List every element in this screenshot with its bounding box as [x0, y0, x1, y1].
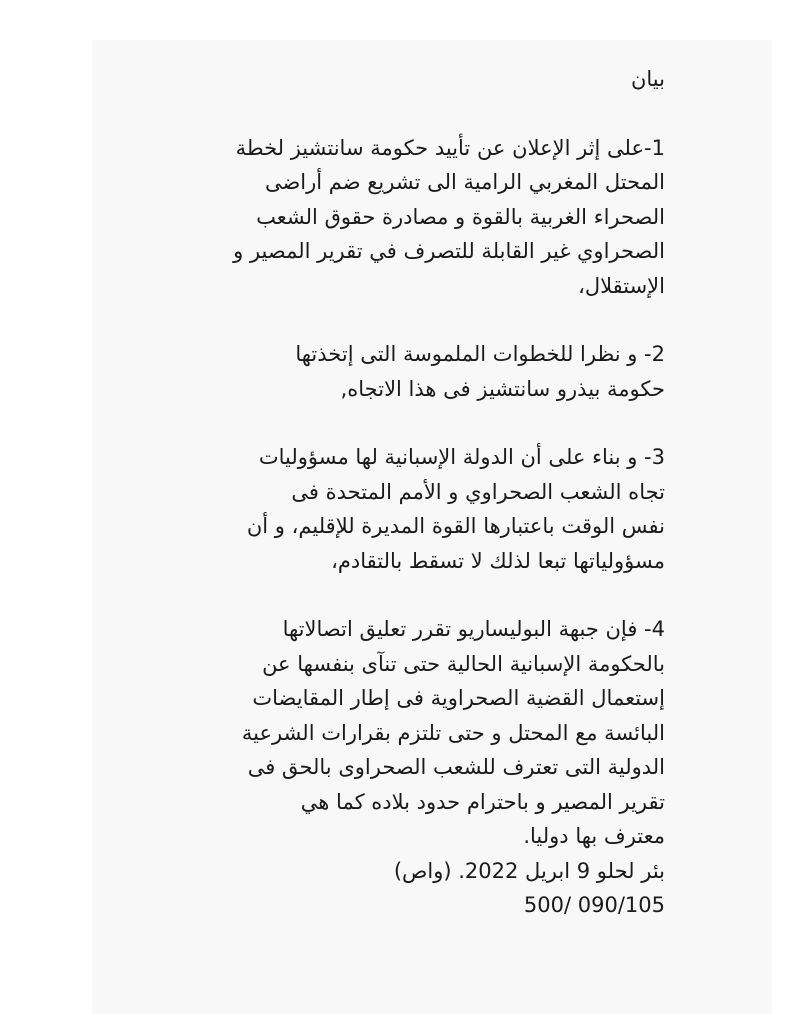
paragraph-3-line: تجاه الشعب الصحراوي و الأمم المتحدة فى [291, 479, 665, 504]
paragraph-3-line: نفس الوقت باعتبارها القوة المديرة للإقليم، و أن [246, 514, 665, 538]
paragraph-1-line: الصحراء الغربية بالقوة و مصادرة حقوق الشعب [256, 204, 665, 229]
paragraph-4 [185, 612, 665, 854]
paragraph-4-line: تقرير المصير و باحترام حدود بلاده كما هي [300, 789, 665, 814]
spacer [185, 578, 665, 612]
paragraph-4-line: الدولية التى تعترف للشعب الصحراوى بالحق فى [247, 755, 665, 779]
statement-document [185, 62, 665, 923]
spacer [185, 97, 665, 131]
paragraph-1-line: 1-على إثر الإعلان عن تأييد حكومة سانتشيز لخطة [235, 135, 665, 160]
paragraph-2 [185, 337, 665, 406]
paragraph-3-line: 3- و بناء على أن الدولة الإسبانية لها مسؤوليات [258, 445, 665, 469]
paragraph-1-line: الصحراوي غير القابلة للتصرف في تقرير المصير و [233, 239, 665, 263]
paragraph-4-line: البائسة مع المحتل و حتى تلتزم بقرارات الشرعية [241, 720, 665, 745]
spacer [185, 303, 665, 337]
paragraph-3 [185, 440, 665, 578]
paragraph-1 [185, 131, 665, 304]
paragraph-4-line: بالحكومة الإسبانية الحالية حتى تنآى بنفسها عن [262, 651, 665, 676]
paragraph-3-line: مسؤولياتها تبعا لذلك لا تسقط بالتقادم، [331, 548, 665, 573]
dateline: بئر لحلو 9 ابريل 2022. (واص) [393, 858, 665, 883]
paragraph-4-line: 4- فإن جبهة البوليساريو تقرر تعليق اتصالاتها [282, 617, 665, 641]
paragraph-2-line: 2- و نظرا للخطوات الملموسة التى إتخذتها [295, 342, 665, 366]
paragraph-2-line: حكومة بيذرو سانتشيز فى هذا الاتجاه, [340, 376, 665, 401]
paragraph-1-line: المحتل المغربي الرامية الى تشريع ضم أراضى [264, 170, 665, 194]
paragraph-4-line: معترف بها دوليا. [523, 824, 665, 848]
document-title: بيان [630, 67, 665, 91]
paragraph-1-line: الإستقلال، [578, 273, 665, 298]
paragraph-4-line: إستعمال القضية الصحراوية فى إطار المقايضات [252, 686, 665, 710]
reference-number: 500/ 090/105 [523, 893, 665, 917]
spacer [185, 406, 665, 440]
